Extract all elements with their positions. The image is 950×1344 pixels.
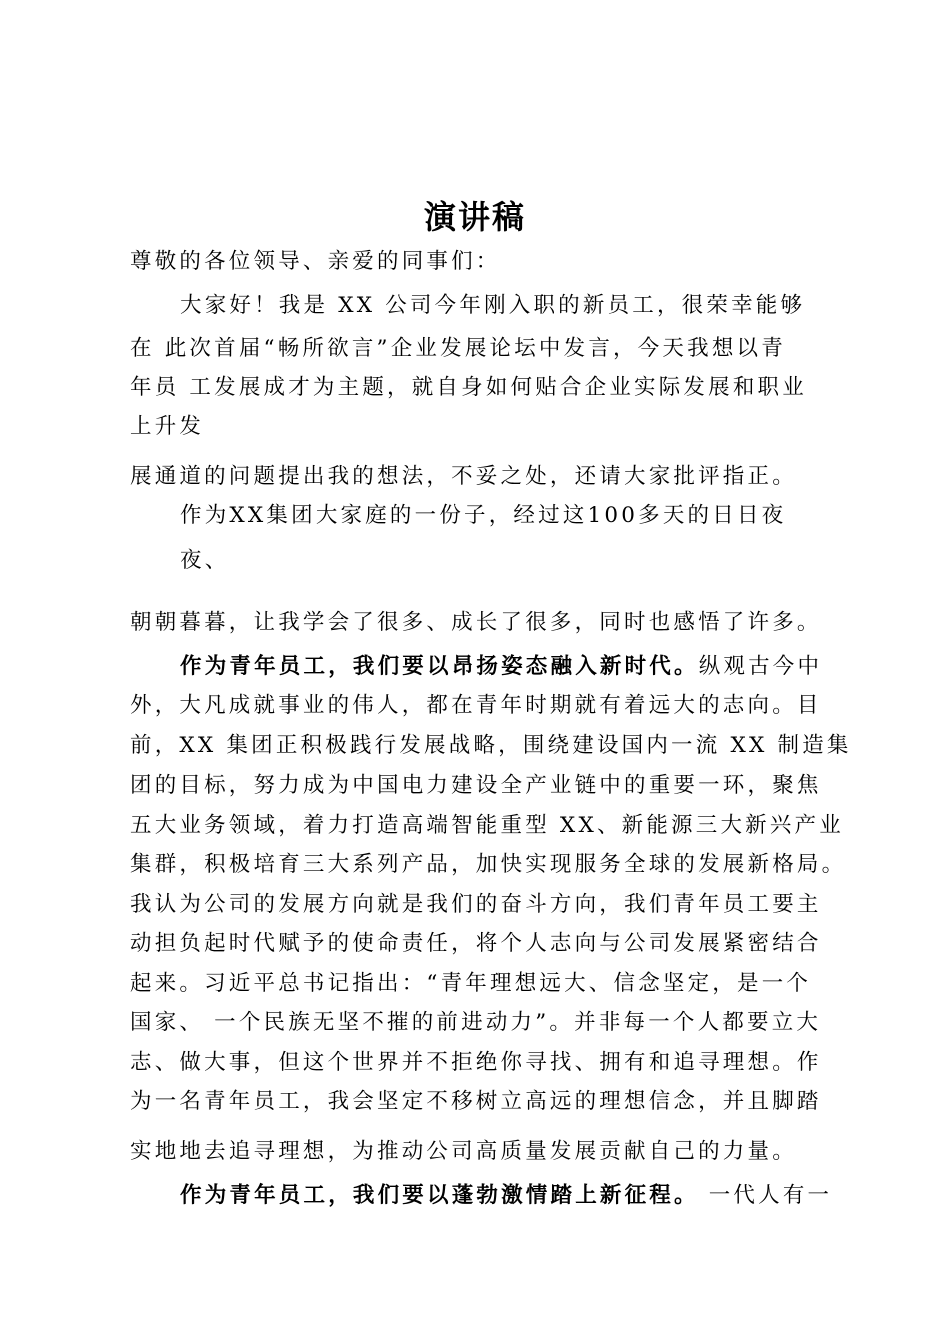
paragraph-line: 展通道的问题提出我的想法，不妥之处，还请大家批评指正。 <box>130 464 797 489</box>
paragraph-line: 年员 工发展成才为主题，就自身如何贴合企业实际发展和职业 <box>130 375 807 400</box>
paragraph-line: 志、做大事，但这个世界并不拒绝你寻找、拥有和追寻理想。作 <box>130 1050 822 1075</box>
paragraph-line: 五大业务领域，着力打造高端智能重型 XX、新能源三大新兴产业 <box>130 813 844 838</box>
paragraph-line: 实地地去追寻理想，为推动公司高质量发展贡献自己的力量。 <box>130 1139 797 1164</box>
paragraph-line <box>180 652 822 682</box>
paragraph-line: 集群，积极培育三大系列产品，加快实现服务全球的发展新格局。 <box>130 852 847 877</box>
paragraph-line: 上升发 <box>130 414 205 439</box>
paragraph-line: 外，大凡成就事业的伟人，都在青年时期就有着远大的志向。目 <box>130 693 822 718</box>
paragraph-line: 为一名青年员工，我会坚定不移树立高远的理想信念，并且脚踏 <box>130 1089 822 1114</box>
paragraph-text: 一代人有一 <box>698 1183 833 1208</box>
document-title: 演讲稿 <box>423 198 526 236</box>
paragraph-line: 国家、 一个民族无坚不摧的前进动力”。并非每一个人都要立大 <box>130 1010 822 1035</box>
bold-heading: 作为青年员工，我们要以昂扬姿态融入新时代。 <box>180 654 699 679</box>
salutation: 尊敬的各位领导、亲爱的同事们： <box>130 249 501 274</box>
paragraph-line: 前，XX 集团正积极践行发展战略，围绕建设国内一流 XX 制造集 <box>130 733 852 758</box>
paragraph-line: 夜、 <box>180 548 230 573</box>
paragraph-line: 我认为公司的发展方向就是我们的奋斗方向，我们青年员工要主 <box>130 892 822 917</box>
paragraph-line: 作为XX集团大家庭的一份子，经过这100多天的日日夜 <box>180 503 787 528</box>
paragraph-line: 在 此次首届“畅所欲言”企业发展论坛中发言，今天我想以青 <box>130 336 786 361</box>
paragraph-line <box>180 1181 832 1211</box>
paragraph-line: 大家好！我是 XX 公司今年刚入职的新员工，很荣幸能够 <box>180 293 806 318</box>
paragraph-text: 纵观古今中 <box>698 654 823 679</box>
bold-heading: 作为青年员工，我们要以蓬勃激情踏上新征程。 <box>180 1183 699 1208</box>
paragraph-line: 起来。习近平总书记指出：“青年理想远大、信念坚定，是一个 <box>130 971 812 996</box>
paragraph-line: 动担负起时代赋予的使命责任，将个人志向与公司发展紧密结合 <box>130 931 822 956</box>
paragraph-line: 朝朝暮暮，让我学会了很多、成长了很多，同时也感悟了许多。 <box>130 610 822 635</box>
paragraph-line: 团的目标，努力成为中国电力建设全产业链中的重要一环，聚焦 <box>130 773 822 798</box>
